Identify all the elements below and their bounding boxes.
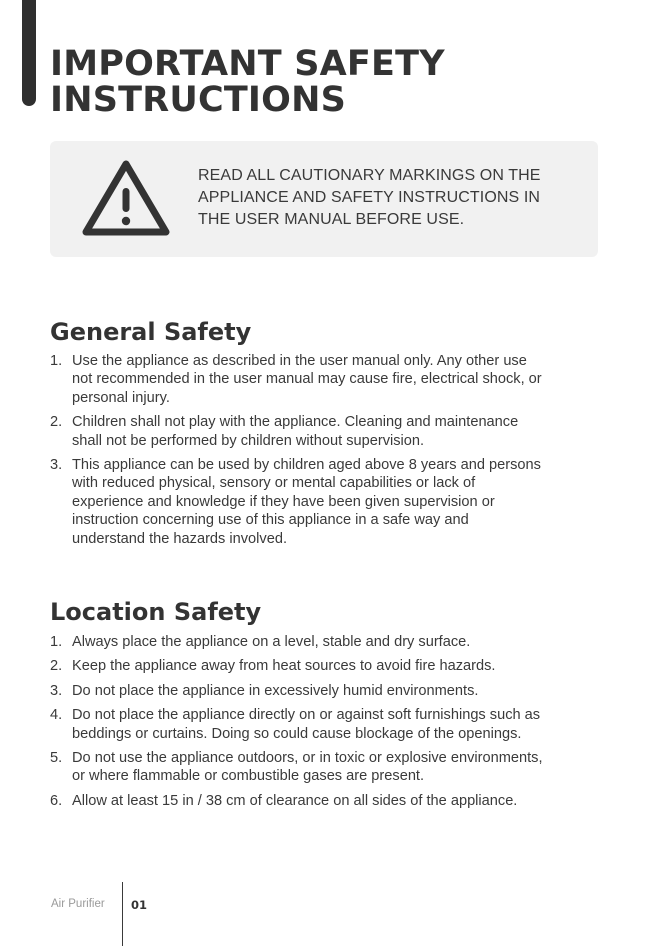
location-safety-heading: Location Safety [50,598,262,626]
location-safety-list [50,633,602,810]
caution-line: APPLIANCE AND SAFETY INSTRUCTIONS IN [198,189,541,206]
item-line: shall not be performed by children without supervision. [72,432,425,449]
list-item [50,792,602,810]
item-number: 1. [50,634,63,650]
list-item [50,682,602,700]
item-line: beddings or curtains. Doing so could cause blockage of the openings. [72,725,522,742]
warning-triangle-icon [82,158,170,238]
general-safety-heading: General Safety [50,318,252,346]
list-item [50,633,602,651]
item-number: 6. [50,792,63,809]
page-title [50,46,445,118]
item-number: 1. [50,353,63,369]
item-line: understand the hazards involved. [72,530,287,547]
caution-box [50,141,598,257]
item-line: with reduced physical, sensory or mental capabilities or lack of [72,475,476,492]
list-item [50,456,602,548]
item-line: Do not place the appliance directly on or against soft furnishings such as [72,707,541,724]
item-line: not recommended in the user manual may cause fire, electrical shock, or [72,371,542,388]
list-item [50,657,602,675]
general-safety-list [50,352,602,548]
caution-line: READ ALL CAUTIONARY MARKINGS ON THE [198,167,541,184]
item-line: Keep the appliance away from heat sources to avoid fire hazards. [72,658,496,675]
list-item [50,352,602,407]
item-line: Always place the appliance on a level, stable and dry surface. [72,634,471,650]
page-number: 01 [131,898,148,912]
item-number: 2. [50,414,63,431]
item-line: Do not use the appliance outdoors, or in toxic or explosive environments, [72,750,543,767]
page-title-line-2: INSTRUCTIONS [50,80,347,120]
side-accent-bar [22,0,36,106]
item-line: experience and knowledge if they have been given supervision or [72,493,495,510]
item-number: 5. [50,750,63,767]
item-number: 4. [50,707,63,724]
item-line: or where flammable or combustible gases are present. [72,768,425,785]
item-line: Allow at least 15 in / 38 cm of clearance on all sides of the appliance. [72,792,518,809]
caution-line: THE USER MANUAL BEFORE USE. [198,211,465,228]
item-line: Use the appliance as described in the user manual only. Any other use [72,353,527,369]
list-item [50,413,602,450]
item-number: 3. [50,457,63,474]
item-number: 2. [50,658,63,675]
footer-product-label: Air Purifier [51,898,105,910]
list-item [50,749,602,786]
item-line: This appliance can be used by children aged above 8 years and persons [72,457,541,474]
footer-divider [122,882,123,946]
item-line: Do not place the appliance in excessively humid environments. [72,682,479,699]
item-line: Children shall not play with the appliance. Cleaning and maintenance [72,414,519,431]
item-line: instruction concerning use of this appliance in a safe way and [72,512,469,529]
page-title-line-1: IMPORTANT SAFETY [50,44,445,84]
list-item [50,706,602,743]
item-line: personal injury. [72,389,170,406]
item-number: 3. [50,682,63,699]
caution-text [198,165,588,231]
